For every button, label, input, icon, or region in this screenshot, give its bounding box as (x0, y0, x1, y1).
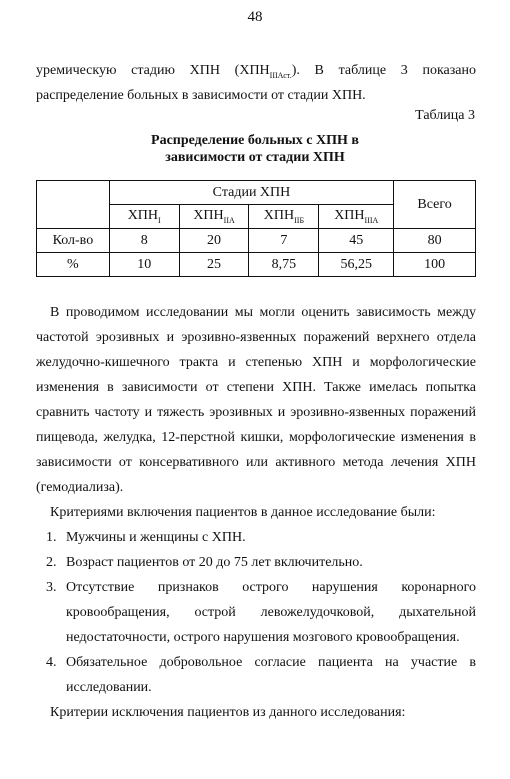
list-text: недостаточности, острого нарушения мозгового кровообращения. (66, 630, 460, 645)
list-text: исследовании. (66, 680, 152, 695)
paragraph-line: (гемодиализа). (36, 480, 124, 495)
intro-text: уремическую стадию ХПН (ХПН (36, 63, 270, 78)
paragraph-line: сравнить частоту и тяжесть эрозивных и эрозивно-язвенных поражений (36, 405, 476, 420)
table-cell: 80 (394, 229, 476, 253)
paragraph-line: изменения в зависимости от степени ХПН. Также имелась попытка (36, 380, 476, 395)
table-cell: 45 (319, 229, 394, 253)
paragraph-line: пищевода, желудка, 12-перстной кишки, морфологические изменения в (36, 430, 476, 445)
paragraph-line: зависимости от консервативного или активного метода лечения ХПН (36, 455, 476, 470)
list-text: Обязательное добровольное согласие пациента на участие в (66, 655, 476, 670)
row-label: Кол-во (37, 229, 110, 253)
list-number: 4. (46, 655, 57, 670)
table-row (37, 229, 476, 253)
list-text: кровообращения, острой левожелудочковой, дыхательной (66, 605, 476, 620)
paragraph-line: желудочно-кишечного тракта и степенью ХПН и морфологические (36, 355, 476, 370)
list-text: Мужчины и женщины с ХПН. (66, 530, 246, 545)
row-label: % (37, 253, 110, 277)
table-title-line-1: Распределение больных с ХПН в (151, 133, 359, 148)
stage-header: $ХПН_{IIA}$ (179, 205, 249, 229)
list-number: 2. (46, 555, 57, 570)
table-cell: 100 (394, 253, 476, 277)
paragraph-line: В проводимом исследовании мы могли оценить зависимость между (50, 305, 476, 320)
table-cell: 20 (179, 229, 249, 253)
table-header-row (37, 181, 476, 205)
table-cell: 10 (109, 253, 179, 277)
table-cell: 8 (109, 229, 179, 253)
list-number: 3. (46, 580, 57, 595)
intro-tail: ). В таблице 3 показано (291, 63, 476, 78)
intro-line-1 (36, 62, 476, 85)
table-caption: Таблица 3 (415, 108, 475, 123)
stages-table (36, 180, 476, 277)
table-corner-cell (37, 181, 110, 229)
intro-subscript: IIIАст. (269, 70, 292, 80)
exclusion-intro: Критерии исключения пациентов из данного исследования: (50, 705, 406, 720)
intro-line-2: распределение больных в зависимости от стадии ХПН. (36, 88, 366, 103)
table-cell: 56,25 (319, 253, 394, 277)
list-number: 1. (46, 530, 57, 545)
table-row (37, 253, 476, 277)
list-text: Отсутствие признаков острого нарушения коронарного (66, 580, 476, 595)
stage-header: $ХПН_I$ (109, 205, 179, 229)
page-number: 48 (247, 9, 263, 25)
list-text: Возраст пациентов от 20 до 75 лет включительно. (66, 555, 363, 570)
stage-header: $ХПН_{IIБ}$ (249, 205, 319, 229)
total-header: Всего (394, 181, 476, 229)
paragraph-line: частотой эрозивных и эрозивно-язвенных поражений верхнего отдела (36, 330, 476, 345)
table-cell: 8,75 (249, 253, 319, 277)
stage-header: $ХПН_{IIIA}$ (319, 205, 394, 229)
table-cell: 25 (179, 253, 249, 277)
stages-group-header: Стадии ХПН (109, 181, 393, 205)
criteria-intro: Критериями включения пациентов в данное исследование были: (50, 505, 436, 520)
table-title (0, 132, 510, 166)
table-cell: 7 (249, 229, 319, 253)
table-title-line-2: зависимости от стадии ХПН (165, 150, 345, 165)
